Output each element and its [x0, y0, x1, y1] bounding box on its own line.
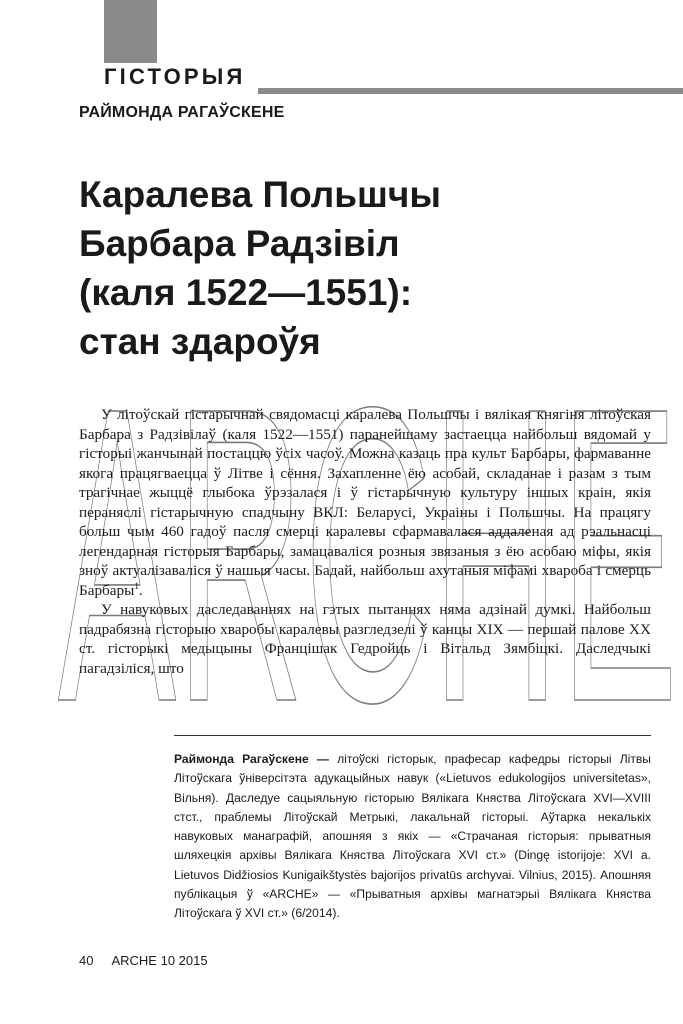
author-bio: [174, 750, 651, 924]
article-body: [79, 405, 651, 678]
footnote-ref: 1: [134, 580, 139, 591]
paragraph-1-end: .: [138, 581, 143, 599]
title-line-2: Барбара Радзівіл: [79, 223, 400, 264]
title-line-1: Каралева Польшчы: [79, 174, 441, 215]
article-title: [79, 170, 639, 366]
watermark-text: ARCHE: [58, 321, 678, 720]
body-paragraph-2: У навуковых даследаваннях на гэтых пытаннях няма адзінай думкі. Найбольш падрабязна гісторыю хваробы каралевы разгледзелі ў канцы ХІХ — першай палове ХХ ст. гісторыкі медыцыны Францішак Гедройць і Вітальд Зямбіцкі. Даследчыкі пагадзіліся, што: [79, 601, 651, 677]
bio-text: літоўскі гісторык, прафесар кафедры гісторыі Літвы Літоўскага ўніверсітэта адукацыйных навук («Lietuvos edukologijos universitetas», Вільня). Даследуе сацыяльную гісторыю Вялікага Княства Літоўскага XVI—XVIII стст., праблемы Літоўскай Метрыкі, лакальнай гісторыі. Аўтарка некалькіх навуковых манаграфій, апошняя з якіх — «Страчаная гісторыя: прыватныя шляхецкія архівы Вялікага Княства Літоўскага XVI ст.» (Dingę istorijoje: XVI a. Lietuvos Didžiosios Kunigaikštystės bajorijos privatūs archyvai. Vilnius, 2015). Апошняя публікацыя ў «ARCHE» — «Прыватныя архівы магнатэрыі Вялікага Княства Літоўскага ў XVI ст.» (6/2014).: [174, 752, 651, 921]
header-grey-block: [104, 0, 157, 63]
section-label: ГІСТОРЫЯ: [104, 64, 246, 89]
section-rule: [258, 88, 683, 94]
footnote-rule: [174, 735, 651, 736]
page-footer: [79, 953, 208, 968]
page-number: 40: [79, 953, 94, 968]
body-paragraph-1: [79, 405, 651, 600]
bio-author-name: Раймонда Рагаўскене —: [174, 752, 329, 766]
title-line-4: стан здароўя: [79, 321, 321, 362]
paragraph-1-text: У літоўскай гістарычнай свядомасці каралева Польшчы і вялікая княгіня літоўская Барбара з Радзівілаў (каля 1522—1551) паранейшаму застаецца найбольш вядомай у гісторыі жанчынай постаццю ўсіх часоў. Можна казаць пра культ Барбары, фармаванне якога працягваецца ў Літве і сёння. Захапленне ёю асобай, складанае і разам з тым трагічнае жыццё глыбока ўрэзалася і ў гістарычную культуру іншых краін, якія пераняслі гістарычную спадчыну ВКЛ: Беларусі, Украіны і Польшчы. На працягу больш чым 460 гадоў пасля смерці каралевы сфармавалася аддаленая ад рэальнасці легендарная гісторыя Барбары, замацаваліся розныя звязаныя з ёю асобаю міфы, якія зноў актуалізаваліся ў нашыя часы. Бадай, найбольш ахутаныя міфамі хвароба і смерць Барбары: [79, 406, 651, 599]
author-name: РАЙМОНДА РАГАЎСКЕНЕ: [79, 104, 285, 121]
title-line-3: (каля 1522—1551):: [79, 272, 413, 313]
publication-info: ARCHE 10 2015: [111, 953, 208, 968]
